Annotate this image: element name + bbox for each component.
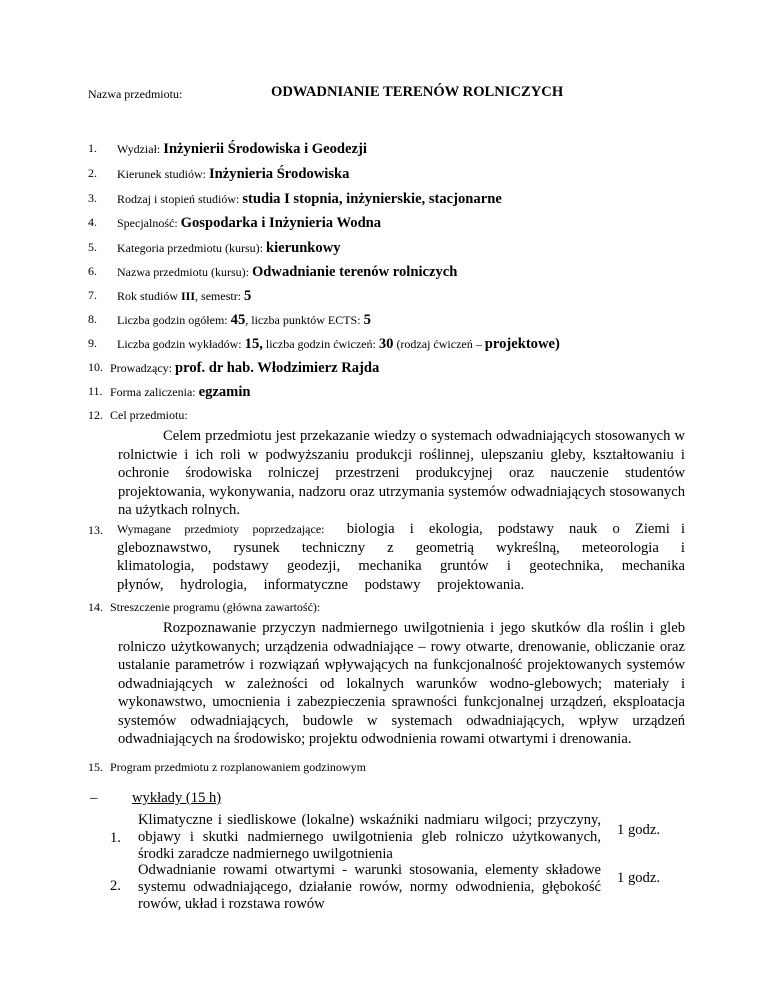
document-page: Nazwa przedmiotu: ODWADNIANIE TERENÓW ROLNICZYCH 1. Wydział: Inżynierii Środowiska i Geodezji 2. Kierunek studiów: Inżynieria Środowiska 3. Rodzaj i stopień studiów: studia I stopnia, inżynierskie, stacjonarne 4. Specjalność: Gospodarka i Inżynieria Wodna 5. Kategoria przedmiotu (kursu): kierunkowy 6. Nazwa przedmiotu (kursu): Odwadnianie terenów rolniczych 7. Rok studiów III, semestr: 5 8. Liczba godzin ogółem: 45, liczba punktów ECTS: 5 9. Liczba godzin wykładów: 15, liczba godzin ćwiczeń: 30 (rodzaj ćwiczeń – projektowe) 10. Prowadzący: prof. dr hab. Włodzimierz Rajda 11. Forma zaliczenia: egzamin 12. Cel przedmiotu: Celem przedmiotu jest przekazanie wiedzy o systemach odwadniających stosowanych w rolnictwie i ich roli w podwyższaniu produkcji roślinnej, ulepszaniu gleby, kształtowaniu i ochronie środowiska rolniczej przestrzeni produkcyjnej oraz nauczenie studentów projektowania, wykonywania, nadzoru oraz utrzymania systemów odwadniających stosowanych na użytkach rolnych. 13. Wymagane przedmioty poprzedzające: biologia i ekologia, podstawy nauk o Ziemi i gleboznawstwo, rysunek techniczny z geometrią wykreślną, meteorologia i klimatologia, podstawy geodezji, mechanika gruntów i geotechnika, mechanika płynów, hydrologia, informatyczne podstawy projektowania. 14. Streszczenie programu (główna zawartość): Rozpoznawanie przyczyn nadmiernego uwilgotnienia i jego skutków dla roślin i gleb rolniczo użytkowanych; urządzenia odwadniające – rowy otwarte, drenowanie, obliczanie oraz ustalanie parametrów i rozwiązań wpływających na funkcjonalność projektowanych systemów odwadniających w zależności od lokalnych warunków wodno-glebowych; materiały i wykonawstwo, umocnienia i zabezpieczenia sprawności funkcjonalnej urządzeń, eksploatacja systemów odwadniających, budowle w systemach odwadniających, wpływ urządzeń odwadniających na środowisko; projektu odwodnienia rowami otwartymi i drenowania. 15. Program przedmiotu z rozplanowaniem godzinowym – wykłady (15 h) 1. Klimatyczne i siedliskowe (lokalne) wskaźniki nadmiaru wilgoci; przyczyny, objawy i skutki nadmiernego uwilgotnienia gleb rolniczo użytkowanych, środki zaradcze nadmiernego uwilgotnienia 1 godz. 2. Odwadnianie rowami otwartymi - warunki stosowania, elementy składowe systemu odwadniającego, działanie rowów, normy odwodnienia, głębokość rowów, układ i rozstawa rowów 1 godz. (88, 84, 685, 912)
objective-paragraph: Celem przedmiotu jest przekazanie wiedzy o systemach odwadniających stosowanych w rolnictwie i ich roli w podwyższaniu produkcji roślinnej, ulepszaniu gleby, kształtowaniu i ochronie środowiska rolniczej przestrzeni produkcyjnej oraz nauczenie studentów projektowania, wykonywania, nadzoru oraz utrzymania systemów odwadniających stosowanych na użytkach rolnych. (118, 428, 685, 518)
specialization-value: Gospodarka i Inżynieria Wodna (180, 215, 382, 231)
subject-title: ODWADNIANIE TERENÓW ROLNICZYCH (271, 84, 564, 100)
ects-value: 5 (363, 312, 371, 328)
assessment-value: egzamin (198, 384, 251, 400)
year-value: III (181, 289, 196, 303)
lectures-heading: – wykłady (15 h) (90, 790, 222, 806)
prerequisites-text: i gleboznawstwo, rysunek techniczny z geometrią wykreślną, meteorologia i klimatologia, podstawy geodezji, mechanika gruntów i geotechnika, mechanika płynów, hydrologia, informatyczne podstawy projektowania. (117, 521, 685, 593)
field-value: Inżynieria Środowiska (209, 166, 350, 182)
study-type-value: studia I stopnia, inżynierskie, stacjonarne (242, 191, 502, 207)
faculty-value: Inżynierii Środowiska i Geodezji (163, 141, 367, 157)
lecture-hours-value: 15, (244, 336, 263, 352)
semester-value: 5 (244, 288, 252, 304)
category-value: kierunkowy (265, 240, 341, 256)
total-hours-value: 45 (230, 312, 246, 328)
exercise-hours-value: 30 (378, 336, 394, 352)
course-name-value: Odwadnianie terenów rolniczych (251, 264, 458, 280)
lecturer-value: prof. dr hab. Włodzimierz Rajda (174, 360, 380, 376)
subject-name-label: Nazwa przedmiotu: (88, 87, 183, 101)
summary-paragraph: Rozpoznawanie przyczyn nadmiernego uwilgotnienia i jego skutków dla roślin i gleb rolniczo użytkowanych; urządzenia odwadniające – rowy otwarte, drenowanie, obliczanie oraz ustalanie parametrów i rozwiązań wpływających na funkcjonalność projektowanych systemów odwadniających w zależności od lokalnych warunków wodno-glebowych; materiały i wykonawstwo, umocnienia i zabezpieczenia sprawności funkcjonalnej urządzeń, eksploatacja systemów odwadniających, budowle w systemach odwadniających, wpływ urządzeń odwadniających na środowisko; projektu odwodnienia rowami otwartymi i drenowania. (118, 620, 685, 747)
exercise-type-value: projektowe) (484, 336, 560, 352)
